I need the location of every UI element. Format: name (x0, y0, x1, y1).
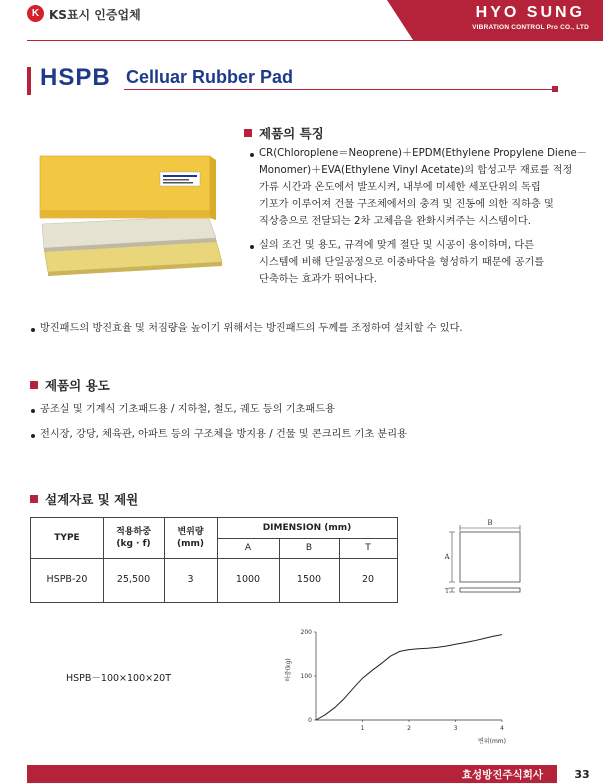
usage-item-1: 공조실 및 기계식 기초패드용 / 지하철, 철도, 궤도 등의 기초패드용 (40, 404, 335, 415)
usage-item-2: 전시장, 강당, 체육관, 아파트 등의 구조체을 방지용 / 건물 및 콘크리트 기초 분리용 (40, 429, 407, 440)
section-marker (244, 129, 252, 137)
table-cell-disp: 3 (187, 574, 194, 585)
features-p2-line-1: 실의 조건 및 용도, 규격에 맞게 절단 및 시공이 용이하며, 다른 (259, 240, 535, 251)
bullet-dot (250, 245, 254, 249)
load-displacement-chart (280, 618, 520, 750)
table-header-disp: 변위량 (177, 527, 204, 537)
product-photo (36, 148, 236, 278)
section-marker (30, 495, 38, 503)
chart-series-line (316, 635, 502, 720)
brand-name: HYO SUNG (475, 4, 585, 21)
table-header-t: T (365, 543, 371, 553)
ks-certification-logo: K (27, 5, 44, 22)
title-underline (124, 89, 554, 90)
pad-dimension-diagram (440, 518, 540, 598)
table-header-type: TYPE (54, 533, 80, 543)
usage-heading (30, 376, 110, 394)
table-header-b: B (305, 543, 313, 553)
chart-x-tick-label: 3 (453, 725, 458, 732)
chart-y-tick-label: 200 (300, 629, 312, 636)
title-underline-end (552, 86, 558, 92)
chart-caption: HSPB－100×100×20T (66, 673, 171, 684)
features-p2-line-3: 단축하는 효과가 뛰어나다. (259, 274, 377, 285)
ks-certification-text: KS표시 인증업체 (49, 8, 141, 22)
table-header-load-unit: (kg · f) (116, 539, 151, 549)
usage-heading-text: 제품의 용도 (45, 378, 110, 393)
chart-x-tick-label: 1 (360, 725, 365, 732)
dim-label-t: T (444, 588, 450, 595)
table-header-a: A (244, 543, 252, 553)
design-heading-text: 설계자료 및 제원 (45, 492, 139, 507)
table-header-load: 적용하중 (116, 527, 151, 537)
bullet-dot (31, 328, 35, 332)
features-p1-line-1: CR(Chloroplene＝Neoprene)＋EPDM(Ethylene Propylene Diene－ (259, 148, 587, 159)
pad-outline (460, 532, 520, 582)
table-divider (217, 538, 397, 539)
design-heading (30, 490, 138, 508)
product-code: HSPB (40, 64, 111, 91)
footer-company: 효성방진주식회사 (461, 769, 543, 781)
table-header-dimension: DIMENSION (mm) (262, 523, 352, 533)
chart-y-tick-label: 100 (300, 673, 312, 680)
table-divider (31, 558, 397, 559)
title-accent-bar (27, 67, 31, 95)
features-p1-line-4: 기포가 이루어져 건물 구조체에서의 충격 및 진동에 의한 직하층 및 (259, 199, 554, 210)
bullet-dot (250, 153, 254, 157)
chart-x-tick-label: 4 (500, 725, 504, 732)
features-p1-line-2: Monomer)＋EVA(Ethylene Vinyl Acetate)의 합성고무 재료를 적정 (259, 165, 573, 176)
product-name: Celluar Rubber Pad (126, 67, 294, 87)
table-cell-a: 1000 (235, 574, 261, 585)
chart-x-axis-label: 변위(mm) (478, 738, 506, 745)
page-number: 33 (574, 767, 590, 781)
features-heading-text: 제품의 특징 (259, 126, 324, 141)
chart-x-tick-label: 2 (407, 725, 411, 732)
bullet-dot (31, 409, 35, 413)
features-heading (244, 124, 324, 142)
brand-banner-slant (387, 0, 413, 40)
dim-label-b: B (487, 519, 493, 527)
pad-side-view (460, 588, 520, 592)
dim-label-a: A (444, 553, 450, 561)
table-cell-b: 1500 (296, 574, 322, 585)
chart-y-tick-label: 0 (308, 717, 312, 724)
section-marker (30, 381, 38, 389)
table-cell-t: 20 (361, 574, 375, 585)
features-p1-line-5: 직상층으로 전달되는 2차 고체음을 완화시켜주는 시스템이다. (259, 216, 531, 227)
bullet-dot (31, 434, 35, 438)
spec-table (30, 517, 398, 603)
brand-subtitle: VIBRATION CONTROL Pro CO., LTD (472, 24, 589, 31)
table-cell-load: 25,500 (116, 574, 151, 585)
features-note: 방진패드의 방진효율 및 처짐량을 높이기 위해서는 방진패드의 두께를 조정하여 설치할 수 있다. (40, 323, 463, 334)
header-divider (27, 40, 603, 41)
table-cell-type: HSPB-20 (46, 574, 88, 585)
features-p1-line-3: 가류 시간과 온도에서 발포시켜, 내부에 미세한 세포단위의 독립 (259, 182, 541, 193)
features-p2-line-2: 시스템에 비해 단일공정으로 이중바닥을 형성하기 때문에 공기를 (259, 257, 545, 268)
table-header-disp-unit: (mm) (177, 539, 204, 549)
chart-y-axis-label: 하중(kg) (285, 658, 292, 682)
